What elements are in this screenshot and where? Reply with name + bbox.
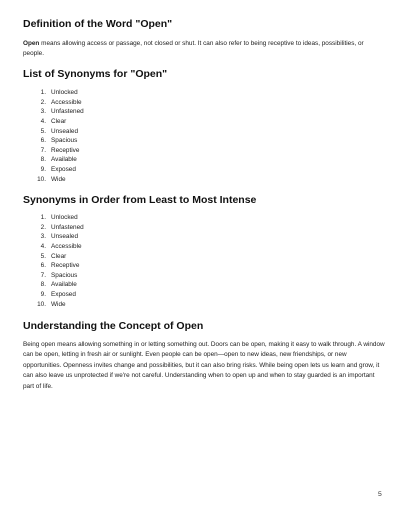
list-text: Accessible bbox=[51, 242, 82, 250]
definition-term: Open bbox=[23, 40, 40, 47]
list-number: 8. bbox=[40, 281, 46, 289]
list-text: Clear bbox=[51, 117, 67, 125]
list-number: 2. bbox=[40, 98, 46, 106]
list-text: Wide bbox=[51, 175, 66, 183]
synonyms-heading: List of Synonyms for "Open" bbox=[23, 68, 168, 80]
list-item bbox=[34, 107, 84, 117]
list-item bbox=[34, 242, 84, 252]
list-item bbox=[34, 223, 84, 233]
list-item bbox=[34, 271, 84, 281]
definition-paragraph bbox=[23, 39, 385, 60]
list-number: 3. bbox=[40, 233, 46, 241]
list-text: Unlocked bbox=[51, 89, 78, 96]
list-number: 4. bbox=[40, 117, 46, 125]
list-number: 5. bbox=[40, 127, 46, 135]
list-text: Unlocked bbox=[51, 214, 78, 221]
list-number: 9. bbox=[40, 166, 46, 174]
list-text: Available bbox=[51, 281, 77, 289]
page-number: 5 bbox=[378, 491, 382, 498]
definition-heading: Definition of the Word "Open" bbox=[23, 18, 173, 30]
concept-heading: Understanding the Concept of Open bbox=[23, 320, 204, 332]
list-text: Unfastened bbox=[51, 108, 84, 116]
list-item bbox=[34, 136, 84, 146]
list-text: Unsealed bbox=[51, 233, 79, 241]
list-item bbox=[34, 127, 84, 137]
list-item bbox=[34, 232, 84, 242]
list-number: 9. bbox=[40, 291, 46, 299]
concept-paragraph: Being open means allowing something in or letting something out. Doors can be open, making it easy to walk through. A window can be open, letting in fresh air or sunlight. Even people can be open—open to new ideas, new friendships, or new opportunities. Openness invites change and possibilities, but it can also bring risks. While being open lets us learn and grow, it can also leave us unprotected if we're not careful. Understanding when to open up and when to stay guarded is an important part of life. bbox=[23, 341, 385, 390]
list-text: Wide bbox=[51, 300, 66, 308]
list-text: Spacious bbox=[51, 137, 78, 145]
list-number: 3. bbox=[40, 108, 46, 116]
list-number: 1. bbox=[40, 89, 46, 96]
list-number: 6. bbox=[40, 137, 46, 145]
list-text: Exposed bbox=[51, 166, 76, 174]
definition-text: means allowing access or passage, not closed or shut. It can also refer to being receptive to ideas, possibilities, or people. bbox=[23, 40, 364, 58]
list-number: 5. bbox=[40, 252, 46, 260]
list-item bbox=[34, 117, 84, 127]
list-item bbox=[34, 88, 84, 98]
list-text: Receptive bbox=[51, 262, 80, 270]
list-item bbox=[34, 213, 84, 223]
list-number: 7. bbox=[40, 146, 46, 154]
list-item bbox=[34, 300, 84, 310]
list-item bbox=[34, 146, 84, 156]
list-item bbox=[34, 252, 84, 262]
list-item bbox=[34, 290, 84, 300]
list-item bbox=[34, 165, 84, 175]
list-number: 10. bbox=[37, 300, 46, 308]
ordered-heading: Synonyms in Order from Least to Most Intense bbox=[23, 194, 257, 206]
list-text: Unfastened bbox=[51, 223, 84, 231]
list-number: 2. bbox=[40, 223, 46, 231]
list-number: 10. bbox=[37, 175, 46, 183]
ordered-synonyms-list bbox=[34, 213, 84, 309]
list-text: Clear bbox=[51, 252, 67, 260]
list-item bbox=[34, 175, 84, 185]
list-item bbox=[34, 261, 84, 271]
list-number: 8. bbox=[40, 156, 46, 164]
list-item bbox=[34, 98, 84, 108]
list-number: 7. bbox=[40, 271, 46, 279]
synonyms-list bbox=[34, 88, 84, 184]
list-text: Exposed bbox=[51, 291, 76, 299]
list-item bbox=[34, 155, 84, 165]
list-item bbox=[34, 280, 84, 290]
list-text: Available bbox=[51, 156, 77, 164]
list-number: 1. bbox=[40, 214, 46, 221]
list-text: Spacious bbox=[51, 271, 78, 279]
list-number: 4. bbox=[40, 242, 46, 250]
list-text: Receptive bbox=[51, 146, 80, 154]
list-text: Unsealed bbox=[51, 127, 79, 135]
list-number: 6. bbox=[40, 262, 46, 270]
list-text: Accessible bbox=[51, 98, 82, 106]
